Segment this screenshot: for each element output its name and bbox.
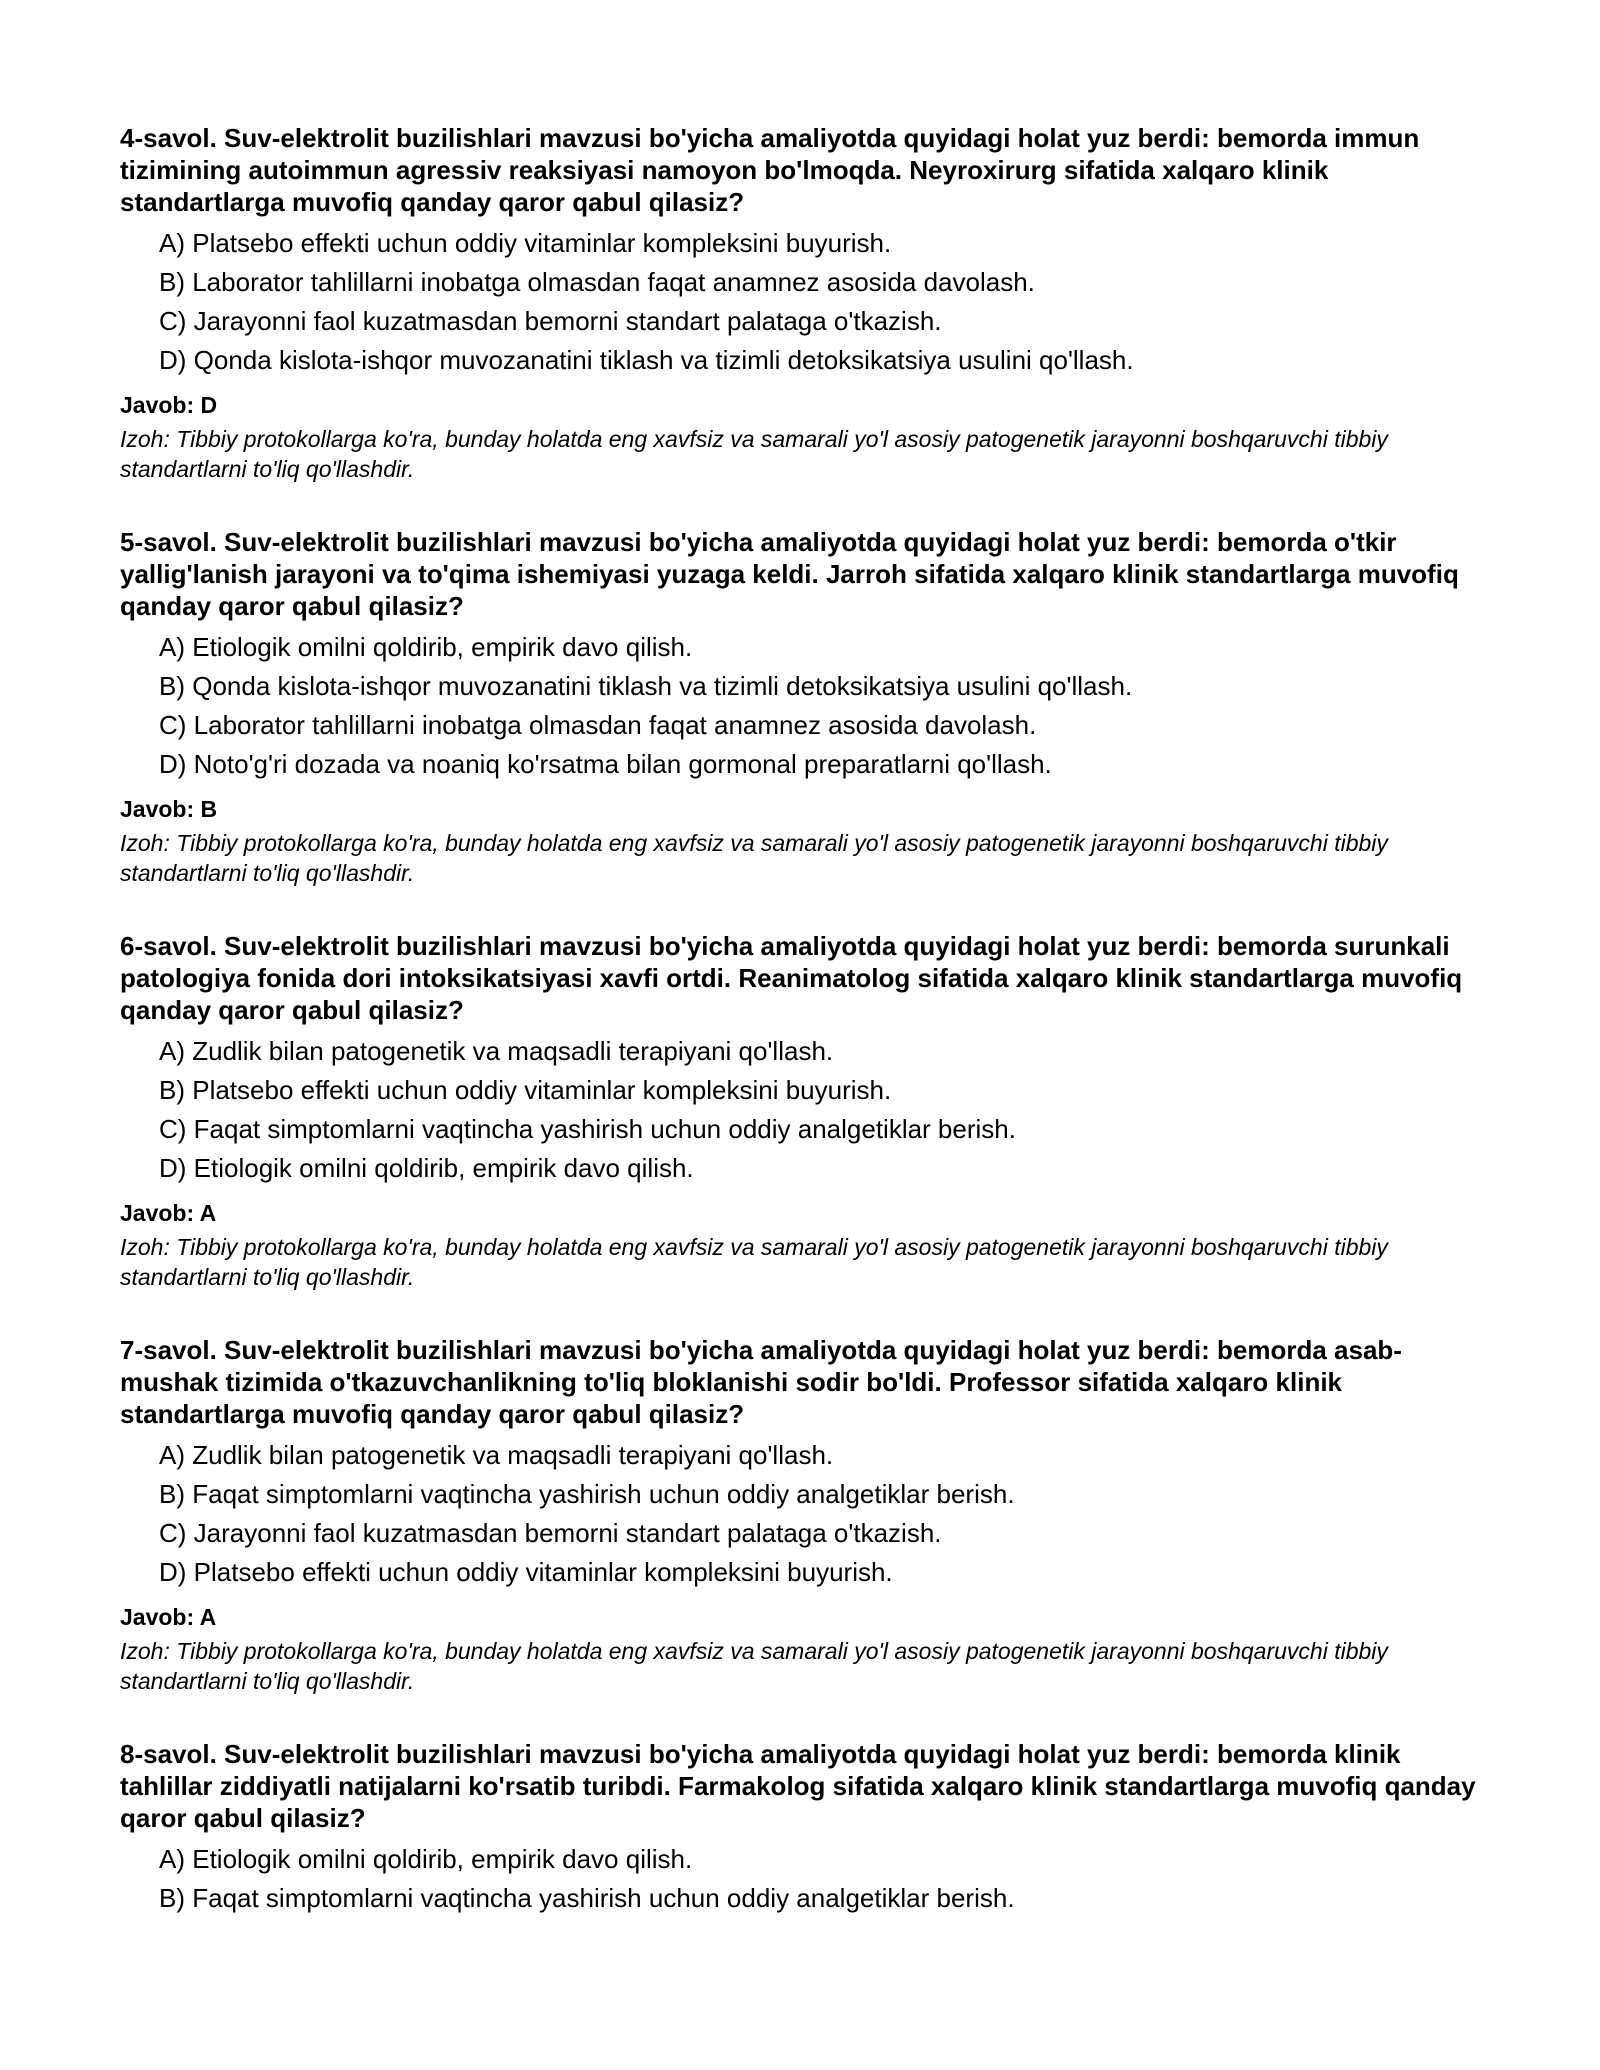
option-d: D) Noto'g'ri dozada va noaniq ko'rsatma bilan gormonal preparatlarni qo'llash. (159, 749, 1052, 779)
option-b: B) Platsebo effekti uchun oddiy vitaminlar kompleksini buyurish. (159, 1075, 892, 1105)
option-a: A) Zudlik bilan patogenetik va maqsadli terapiyani qo'llash. (159, 1440, 834, 1470)
explanation-text: Izoh: Tibbiy protokollarga ko'ra, bunday holatda eng xavfsiz va samarali yo'l asosiy patogenetik jarayonni boshqaruvchi tibbiy standartlarni to'liq qo'llashdir. (120, 1638, 1388, 1694)
answer-label: Javob: B (120, 796, 218, 822)
option-list (120, 1032, 1480, 1188)
option-c: C) Faqat simptomlarni vaqtincha yashirish uchun oddiy analgetiklar berish. (159, 1114, 1016, 1144)
question-8 (120, 1738, 1480, 1918)
option-d: D) Platsebo effekti uchun oddiy vitaminlar kompleksini buyurish. (159, 1557, 893, 1587)
question-4 (120, 122, 1480, 484)
explanation-text: Izoh: Tibbiy protokollarga ko'ra, bunday holatda eng xavfsiz va samarali yo'l asosiy patogenetik jarayonni boshqaruvchi tibbiy standartlarni to'liq qo'llashdir. (120, 426, 1388, 482)
question-7 (120, 1334, 1480, 1696)
option-c: C) Jarayonni faol kuzatmasdan bemorni standart palataga o'tkazish. (159, 306, 942, 336)
question-title: 5-savol. Suv-elektrolit buzilishlari mavzusi bo'yicha amaliyotda quyidagi holat yuz berdi: bemorda o'tkir yallig'lanish jarayoni va to'qima ishemiyasi yuzaga keldi. Jarroh sifatida xalqaro klinik standartlarga muvofiq qanday qaror qabul qilasiz? (120, 527, 1459, 621)
option-a: A) Etiologik omilni qoldirib, empirik davo qilish. (159, 1844, 693, 1874)
option-list (120, 1436, 1480, 1592)
option-c: C) Jarayonni faol kuzatmasdan bemorni standart palataga o'tkazish. (159, 1518, 942, 1548)
question-5 (120, 526, 1480, 888)
option-d: D) Etiologik omilni qoldirib, empirik davo qilish. (159, 1153, 694, 1183)
option-b: B) Qonda kislota-ishqor muvozanatini tiklash va tizimli detoksikatsiya usulini qo'llash. (159, 671, 1133, 701)
explanation-text: Izoh: Tibbiy protokollarga ko'ra, bunday holatda eng xavfsiz va samarali yo'l asosiy patogenetik jarayonni boshqaruvchi tibbiy standartlarni to'liq qo'llashdir. (120, 1234, 1388, 1290)
option-c: C) Laborator tahlillarni inobatga olmasdan faqat anamnez asosida davolash. (159, 710, 1037, 740)
option-a: A) Platsebo effekti uchun oddiy vitaminlar kompleksini buyurish. (159, 228, 892, 258)
question-title: 6-savol. Suv-elektrolit buzilishlari mavzusi bo'yicha amaliyotda quyidagi holat yuz berdi: bemorda surunkali patologiya fonida dori intoksikatsiyasi xavfi ortdi. Reanimatolog sifatida xalqaro klinik standartlarga muvofiq qanday qaror qabul qilasiz? (120, 931, 1463, 1025)
option-list (120, 628, 1480, 784)
option-list (120, 1840, 1480, 1918)
option-list (120, 224, 1480, 380)
answer-label: Javob: A (120, 1604, 217, 1630)
explanation-text: Izoh: Tibbiy protokollarga ko'ra, bunday holatda eng xavfsiz va samarali yo'l asosiy patogenetik jarayonni boshqaruvchi tibbiy standartlarni to'liq qo'llashdir. (120, 830, 1388, 886)
answer-label: Javob: D (120, 392, 218, 418)
question-title: 7-savol. Suv-elektrolit buzilishlari mavzusi bo'yicha amaliyotda quyidagi holat yuz berdi: bemorda asab-mushak tizimida o'tkazuvchanlikning to'liq bloklanishi sodir bo'ldi. Professor sifatida xalqaro klinik standartlarga muvofiq qanday qaror qabul qilasiz? (120, 1335, 1402, 1429)
question-title: 4-savol. Suv-elektrolit buzilishlari mavzusi bo'yicha amaliyotda quyidagi holat yuz berdi: bemorda immun tizimining autoimmun agressiv reaksiyasi namoyon bo'lmoqda. Neyroxirurg sifatida xalqaro klinik standartlarga muvofiq qanday qaror qabul qilasiz? (120, 123, 1420, 217)
option-a: A) Zudlik bilan patogenetik va maqsadli terapiyani qo'llash. (159, 1036, 834, 1066)
option-b: B) Laborator tahlillarni inobatga olmasdan faqat anamnez asosida davolash. (159, 267, 1035, 297)
answer-label: Javob: A (120, 1200, 217, 1226)
question-title: 8-savol. Suv-elektrolit buzilishlari mavzusi bo'yicha amaliyotda quyidagi holat yuz berdi: bemorda klinik tahlillar ziddiyatli natijalarni ko'rsatib turibdi. Farmakolog sifatida xalqaro klinik standartlarga muvofiq qanday qaror qabul qilasiz? (120, 1739, 1476, 1833)
question-6 (120, 930, 1480, 1292)
option-d: D) Qonda kislota-ishqor muvozanatini tiklash va tizimli detoksikatsiya usulini qo'llash. (159, 345, 1134, 375)
option-a: A) Etiologik omilni qoldirib, empirik davo qilish. (159, 632, 693, 662)
option-b: B) Faqat simptomlarni vaqtincha yashirish uchun oddiy analgetiklar berish. (159, 1479, 1015, 1509)
option-b: B) Faqat simptomlarni vaqtincha yashirish uchun oddiy analgetiklar berish. (159, 1883, 1015, 1913)
